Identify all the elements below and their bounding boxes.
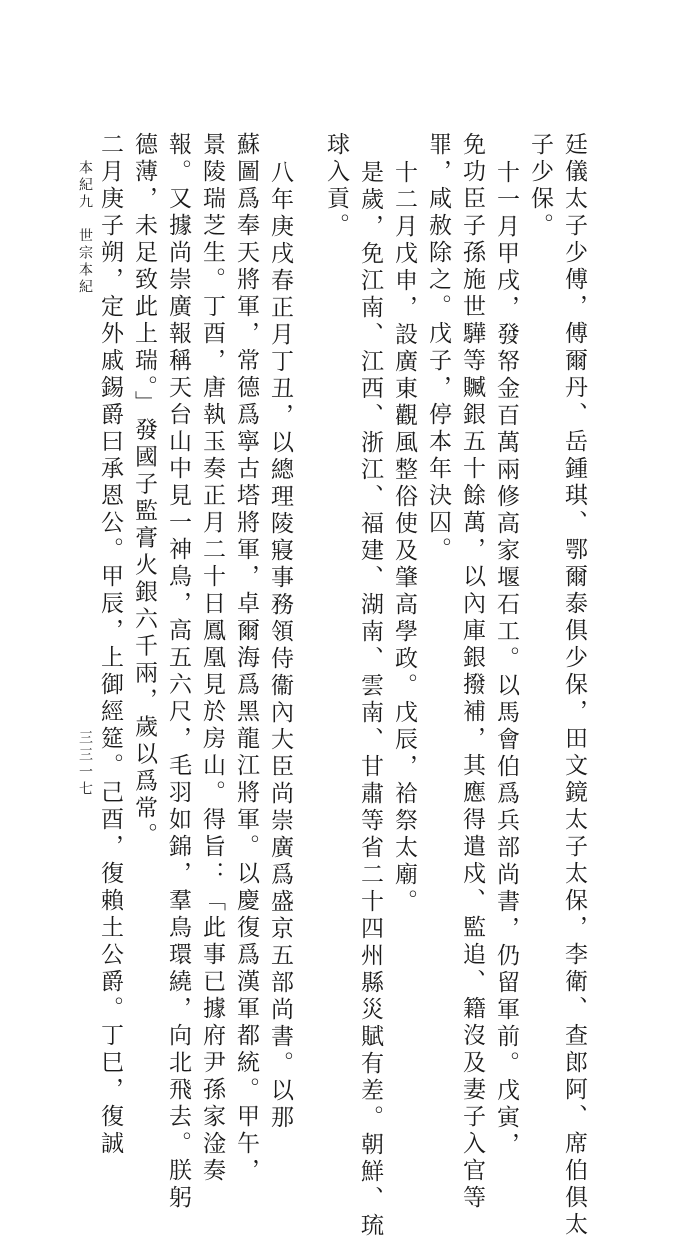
text-column-7: 是歲，免江南、江西、浙江、福建、湖南、雲南、甘肅等省二十四州縣災賦有差。朝鮮、琉	[357, 160, 383, 1240]
text-column-2: 子少保。	[527, 132, 553, 240]
page-number: 三三一七	[77, 730, 93, 798]
text-column-6: 十二月戊申，設廣東觀風整俗使及肇高學政。戊辰，祫祭太廟。	[391, 160, 417, 916]
text-column-5: 罪，咸赦除之。戊子，停本年決囚。	[425, 132, 451, 564]
text-column-13: 德薄，未足致此上瑞。」發國子監膏火銀六千兩，歲以爲常。	[131, 132, 157, 850]
text-column-4: 免功臣子孫施世驊等贓銀五十餘萬，以內庫銀撥補，其應得遣戍、監追、籍沒及妻子入官等	[459, 132, 485, 1212]
text-column-1: 廷儀太子少傅，傅爾丹、岳鍾琪、鄂爾泰俱少保，田文鏡太子太保，李衛、查郎阿、席伯俱太	[561, 132, 587, 1239]
text-column-14: 二月庚子朔，定外戚錫爵曰承恩公。甲辰，上御經筵。己酉，復賴土公爵。丁巳，復誠	[97, 132, 123, 1158]
text-column-10: 蘇圖爲奉天將軍，常德爲寧古塔將軍，卓爾海爲黑龍江將軍。以慶復爲漢軍都統。甲午，	[233, 132, 259, 1185]
text-column-8: 球入貢。	[323, 132, 349, 240]
footer-title: 本紀九 世宗本紀	[77, 160, 93, 296]
text-column-11: 景陵瑞芝生。丁酉，唐執玉奏正月二十日鳳凰見於房山。得旨：「此事已據府尹孫家淦奏	[199, 132, 225, 1185]
text-column-3: 十一月甲戌，發帑金百萬兩修高家堰石工。以馬會伯爲兵部尚書，仍留軍前。戊寅，	[493, 160, 519, 1159]
text-column-9: 八年庚戌春正月丁丑，以總理陵寢事務領侍衞內大臣尚崇廣爲盛京五部尚書。以那	[267, 160, 293, 1132]
text-column-12: 報。又據尚崇廣報稱天台山中見一神鳥，高五六尺，毛羽如錦，羣鳥環繞，向北飛去。朕躬	[165, 132, 191, 1212]
